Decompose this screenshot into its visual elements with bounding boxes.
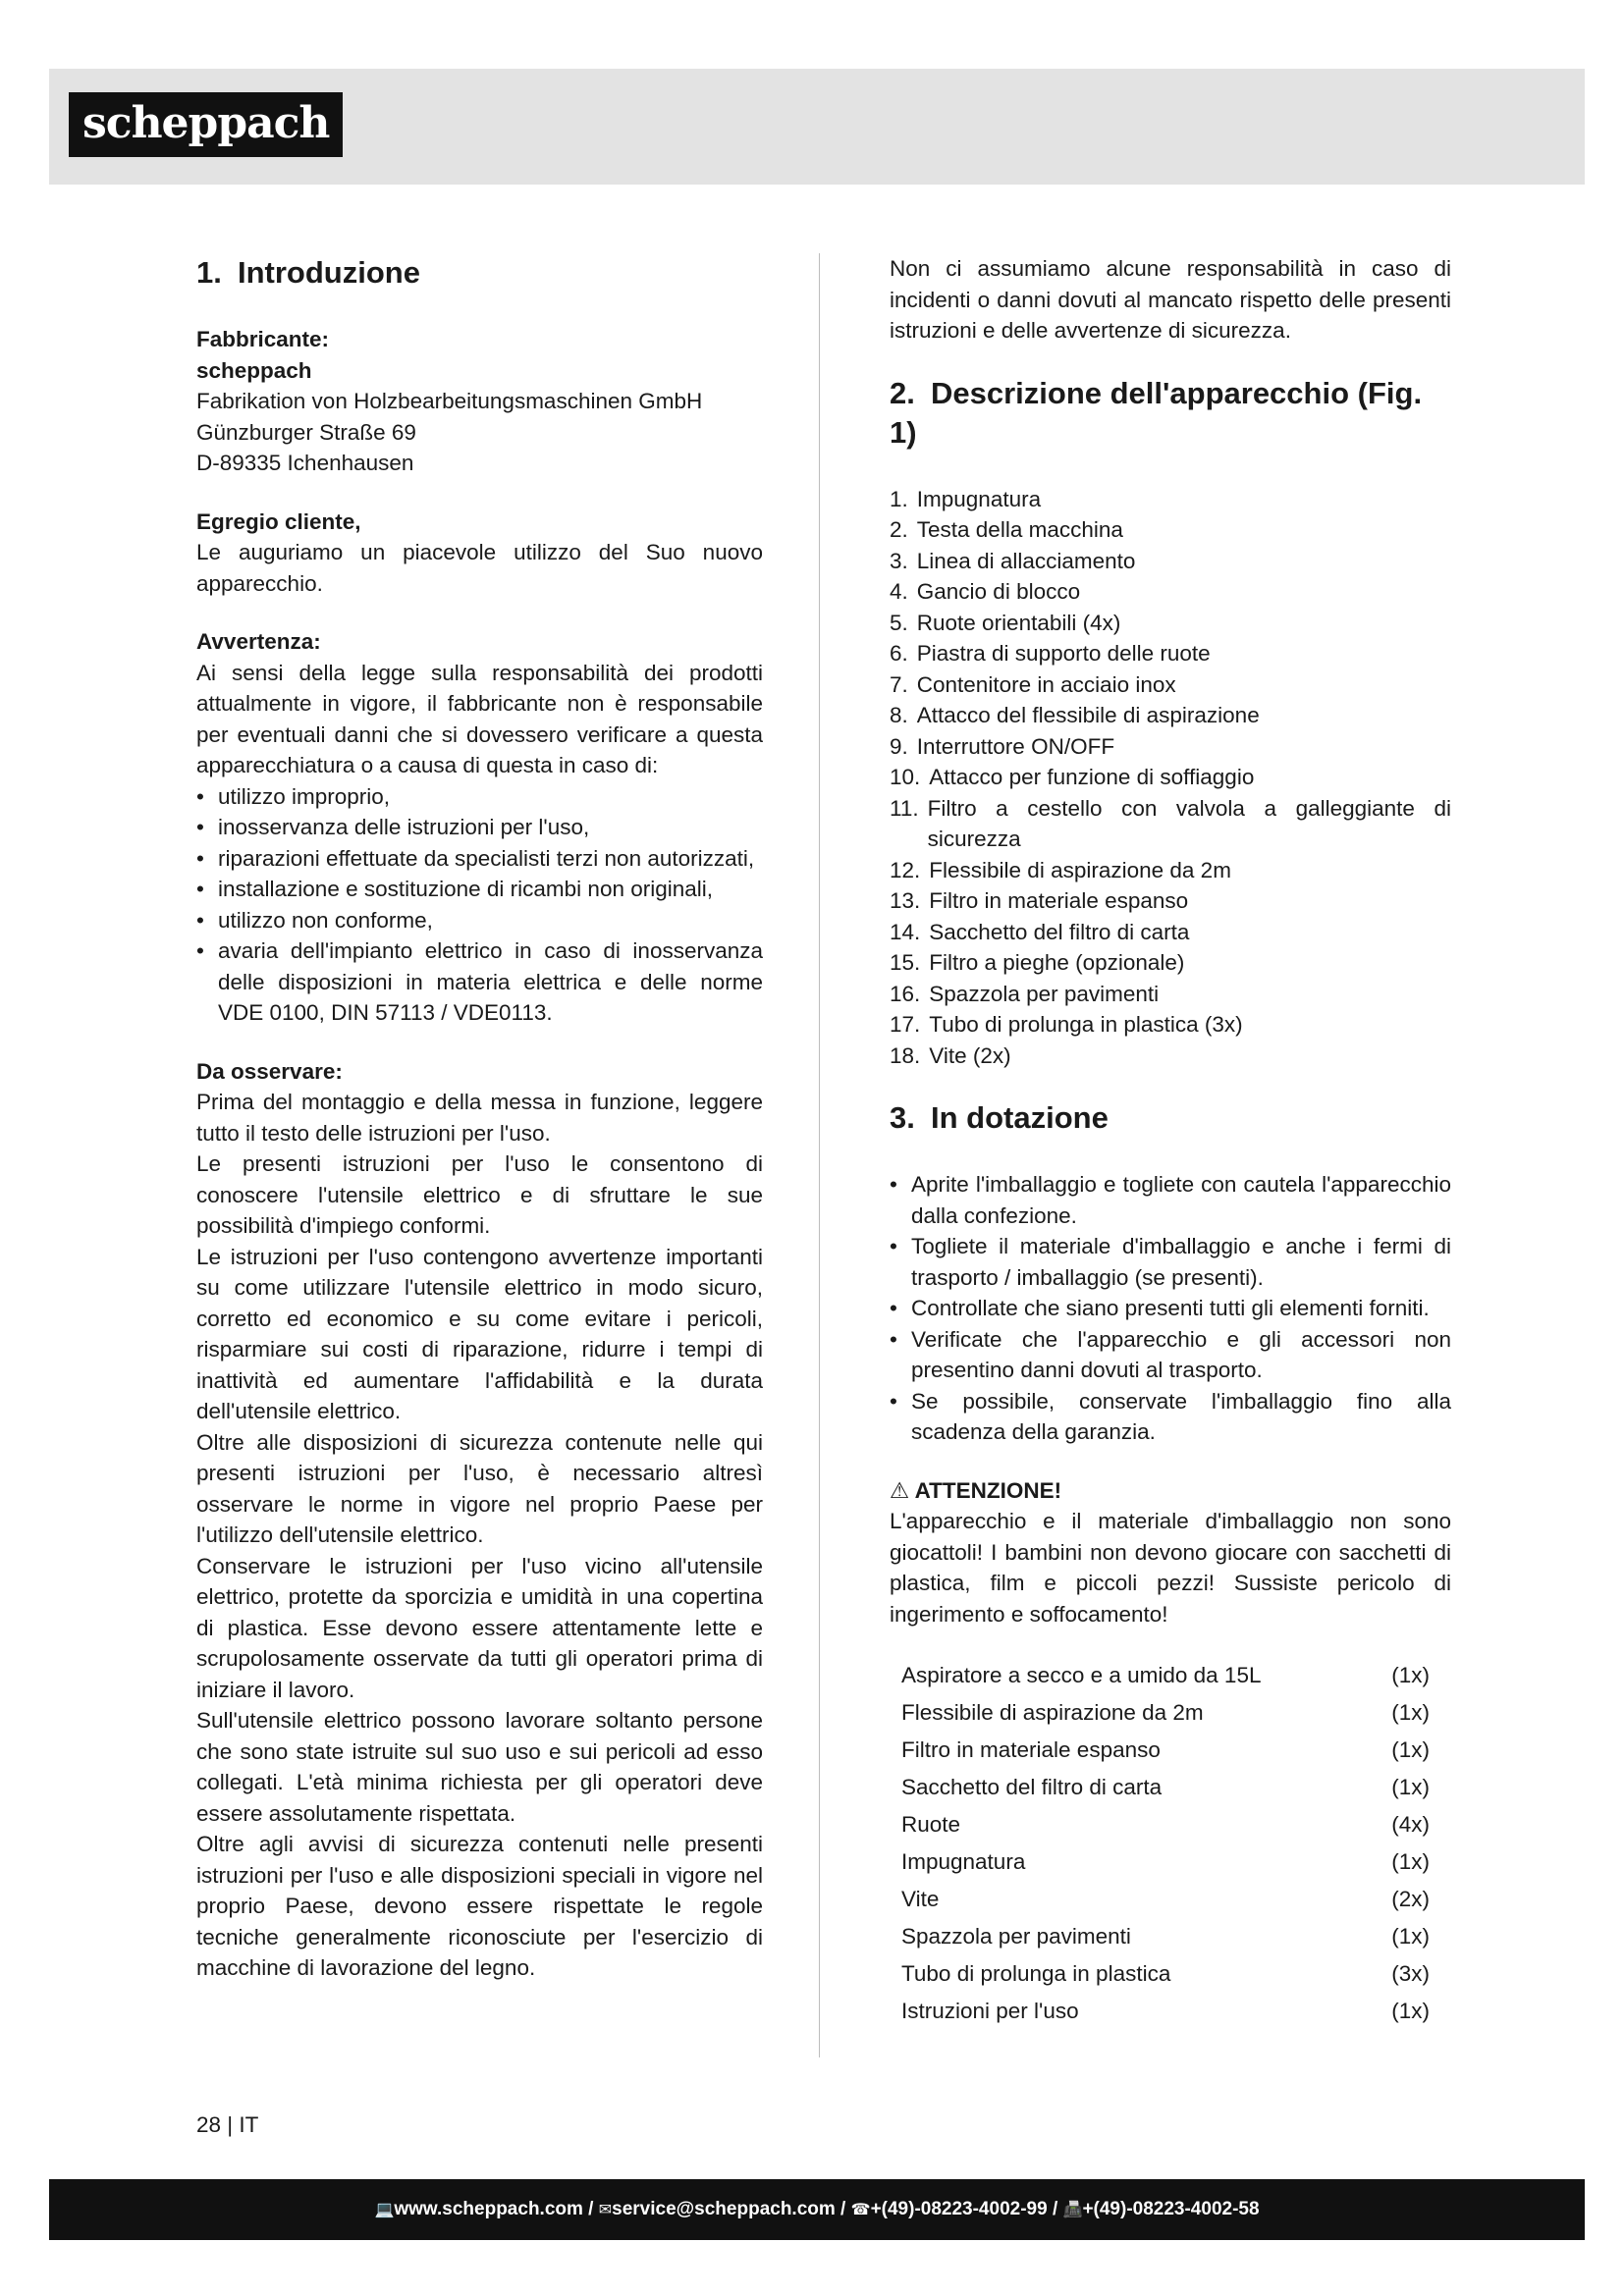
table-row: Aspiratore a secco e a umido da 15L (1x) (901, 1663, 1430, 1687)
right-column (890, 253, 1451, 2030)
list-item: • Se possibile, conservate l'imballaggio fino alla scadenza della garanzia. (890, 1386, 1451, 1448)
table-row: Tubo di prolunga in plastica (3x) (901, 1961, 1430, 1986)
list-item: 13. Filtro in materiale espanso (890, 888, 1189, 913)
warning-list (196, 781, 763, 1029)
list-item: 17. Tubo di prolunga in plastica (3x) (890, 1012, 1243, 1037)
observe-paragraph: Conservare le istruzioni per l'uso vicino all'utensile elettrico, protette da sporcizia e umidità in una copertina di plastica. Esse devono essere attentamente lette e scrupolosamente osservate da tutti gli operatori prima di iniziare il lavoro. (196, 1553, 763, 1702)
left-column (196, 253, 763, 1984)
list-item: • Aprite l'imballaggio e togliete con cautela l'apparecchio dalla confezione. (890, 1169, 1451, 1231)
manufacturer-line: Fabrikation von Holzbearbeitungsmaschinen GmbH (196, 389, 703, 413)
warning-label: Avvertenza: (196, 629, 321, 654)
fax-number: +(49)-08223-4002-58 (1082, 2199, 1260, 2219)
list-item: 9. Interruttore ON/OFF (890, 733, 1115, 759)
supply-instructions (890, 1169, 1451, 1448)
list-item: 3. Linea di allacciamento (890, 548, 1136, 573)
table-row: Istruzioni per l'uso (1x) (901, 1999, 1430, 2023)
list-item: 8. Attacco del flessibile di aspirazione (890, 703, 1260, 727)
table-row: Spazzola per pavimenti (1x) (901, 1924, 1430, 1949)
list-item: • utilizzo non conforme, (196, 905, 763, 936)
section-title-dotazione: 3. In dotazione (890, 1100, 1109, 1135)
observe-paragraph: Sull'utensile elettrico possono lavorare soltanto persone che sono state istruite sul suo uso e sui pericoli ad esso collegati. L'età minima richiesta per gli operatori deve essere assolutamente rispettata. (196, 1708, 763, 1826)
list-item: 16. Spazzola per pavimenti (890, 981, 1160, 1006)
computer-icon: 💻 (374, 2202, 395, 2218)
section-title-descrizione: 2. Descrizione dell'apparecchio (Fig. 1) (890, 375, 1423, 450)
page-number: 28 | IT (196, 2112, 259, 2137)
observe-paragraph: Oltre agli avvisi di sicurezza contenuti nelle presenti istruzioni per l'uso e alle disposizioni speciali in vigore nel proprio Paese, devono essere rispettate le regole tecniche generalmente riconosciute per l'esercizio di macchine di lavorazione del legno. (196, 1832, 763, 1980)
separator: / (1047, 2199, 1063, 2219)
liability-text: Non ci assumiamo alcune responsabilità in caso di incidenti o danni dovuti al mancato rispetto delle presenti istruzioni e delle avvertenze di sicurezza. (890, 256, 1451, 343)
observe-paragraph: Le presenti istruzioni per l'uso le consentono di conoscere l'utensile elettrico e di sfruttare le sue possibilità d'impiego conformi. (196, 1151, 763, 1238)
list-item: • utilizzo improprio, (196, 781, 763, 813)
observe-paragraph: Prima del montaggio e della messa in funzione, leggere tutto il testo delle istruzioni per l'uso. (196, 1090, 763, 1146)
list-item: • Controllate che siano presenti tutti gli elementi forniti. (890, 1293, 1451, 1324)
attention-text: L'apparecchio e il materiale d'imballaggio non sono giocattoli! I bambini non devono giocare con sacchetti di plastica, film e piccoli pezzi! Sussiste pericolo di ingerimento e soffocamento! (890, 1509, 1451, 1627)
list-item: 14. Sacchetto del filtro di carta (890, 919, 1190, 944)
list-item: 12. Flessibile di aspirazione da 2m (890, 857, 1231, 882)
footer-band (49, 2179, 1585, 2240)
attention-heading: ⚠ ATTENZIONE! (890, 1477, 1062, 1503)
dear-customer-label: Egregio cliente, (196, 508, 361, 534)
separator: / (835, 2199, 851, 2219)
separator: / (582, 2199, 599, 2219)
list-item: 4. Gancio di blocco (890, 579, 1081, 604)
table-row: Vite (2x) (901, 1887, 1430, 1911)
list-item: • Verificate che l'apparecchio e gli accessori non presentino danni dovuti al trasporto. (890, 1324, 1451, 1386)
scheppach-logo: scheppach (69, 92, 343, 157)
supply-table (901, 1657, 1430, 2030)
section-title-introduzione: 1. Introduzione (196, 255, 420, 290)
list-item: 11. Filtro a cestello con valvola a galleggiante di sicurezza (890, 795, 1451, 851)
table-row: Impugnatura (1x) (901, 1849, 1430, 1874)
table-row: Flessibile di aspirazione da 2m (1x) (901, 1700, 1430, 1725)
manufacturer-label: Fabbricante: (196, 327, 330, 351)
list-item: 7. Contenitore in acciaio inox (890, 671, 1176, 697)
parts-list (890, 484, 1451, 1072)
manufacturer-line: Günzburger Straße 69 (196, 419, 416, 445)
list-item: 18. Vite (2x) (890, 1042, 1011, 1068)
list-item: 6. Piastra di supporto delle ruote (890, 641, 1211, 666)
list-item: • riparazioni effettuate da specialisti terzi non autorizzati, (196, 843, 763, 875)
table-row: Sacchetto del filtro di carta (1x) (901, 1775, 1430, 1799)
manufacturer-name: scheppach (196, 357, 312, 383)
table-row: Ruote (4x) (901, 1812, 1430, 1837)
list-item: 5. Ruote orientabili (4x) (890, 610, 1121, 635)
list-item: • avaria dell'impianto elettrico in caso di inosservanza delle disposizioni in materia elettrica e delle norme VDE 0100, DIN 57113 / VDE0113. (196, 935, 763, 1029)
list-item: 2. Testa della macchina (890, 517, 1123, 542)
manufacturer-line: D-89335 Ichenhausen (196, 451, 414, 475)
fax-icon: 📠 (1062, 2202, 1083, 2218)
mail-icon: ✉ (598, 2202, 613, 2218)
list-item: • installazione e sostituzione di ricambi non originali, (196, 874, 763, 905)
email-link[interactable]: service@scheppach.com (612, 2199, 836, 2219)
dear-customer-text: Le auguriamo un piacevole utilizzo del Suo nuovo apparecchio. (196, 540, 763, 596)
warning-text: Ai sensi della legge sulla responsabilità dei prodotti attualmente in vigore, il fabbricante non è responsabile per eventuali danni che si dovessero verificare a questa apparecchiatura o a causa di questa in caso di: (196, 660, 763, 777)
list-item: 10. Attacco per funzione di soffiaggio (890, 765, 1255, 789)
list-item: 15. Filtro a pieghe (opzionale) (890, 950, 1185, 975)
column-divider (819, 253, 820, 2057)
header-band (49, 69, 1585, 185)
warning-triangle-icon: ⚠ (890, 1477, 910, 1503)
observe-paragraph: Le istruzioni per l'uso contengono avvertenze importanti su come utilizzare l'utensile elettrico in modo sicuro, corretto ed economico e su come evitare i pericoli, risparmiare sui costi di riparazione, ridurre i tempi di inattività ed aumentare l'affidabilità e la durata dell'utensile elettrico. (196, 1244, 763, 1423)
phone-number[interactable]: +(49)-08223-4002-99 (870, 2199, 1048, 2219)
table-row: Filtro in materiale espanso (1x) (901, 1737, 1430, 1762)
observe-paragraph: Oltre alle disposizioni di sicurezza contenute nelle qui presenti istruzioni per l'uso, è necessario altresì osservare le norme in vigore nel proprio Paese per l'utilizzo dell'utensile elettrico. (196, 1429, 763, 1547)
observe-label: Da osservare: (196, 1058, 343, 1084)
phone-icon: ☎ (850, 2202, 871, 2218)
website-link[interactable]: www.scheppach.com (394, 2199, 583, 2219)
list-item: • inosservanza delle istruzioni per l'uso, (196, 812, 763, 843)
list-item: 1. Impugnatura (890, 486, 1042, 511)
list-item: • Togliete il materiale d'imballaggio e anche i fermi di trasporto / imballaggio (se presenti). (890, 1231, 1451, 1293)
